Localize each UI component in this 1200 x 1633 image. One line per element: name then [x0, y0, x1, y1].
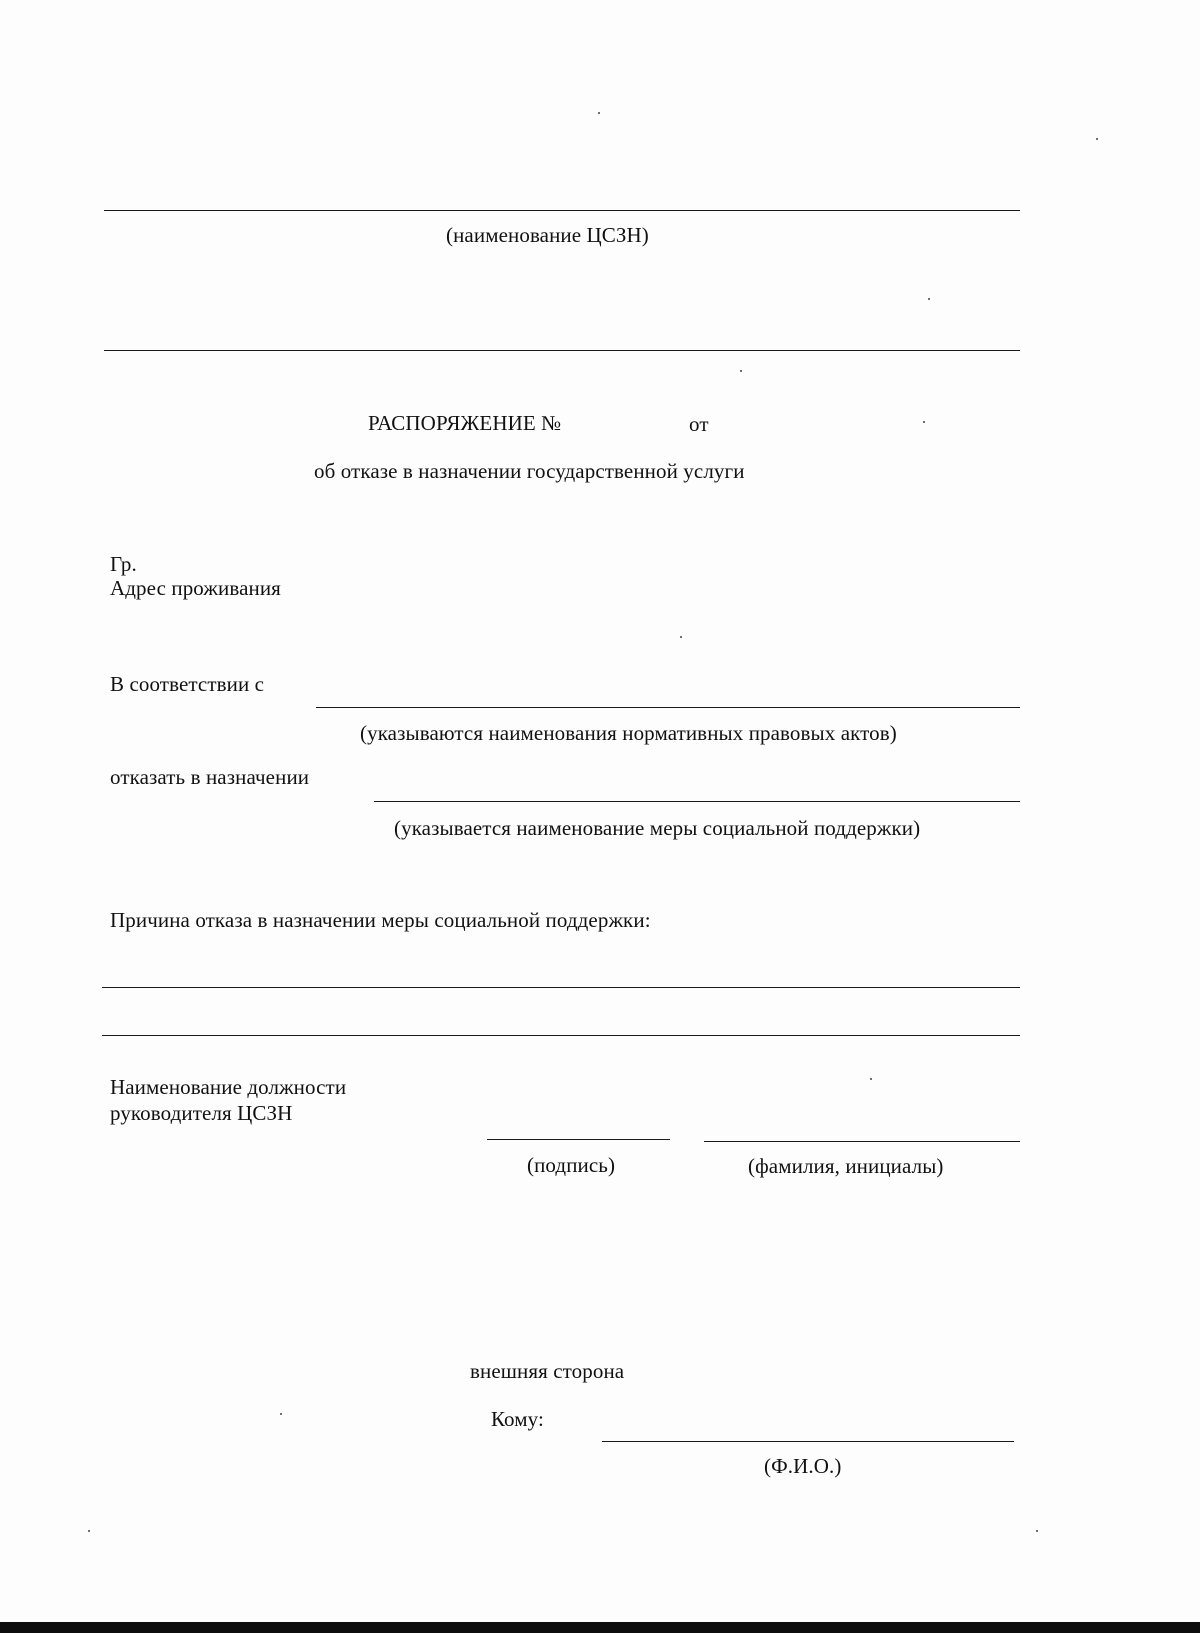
to-label: Кому:: [491, 1407, 544, 1431]
fio-caption: (Ф.И.О.): [764, 1454, 842, 1478]
scan-bottom-edge: [0, 1622, 1200, 1633]
refuse-label: отказать в назначении: [110, 765, 310, 789]
accordance-line: [316, 707, 1020, 708]
to-line: [602, 1441, 1014, 1442]
citizen-label: Гр.: [110, 552, 137, 576]
accordance-label: В соответствии с: [110, 672, 265, 696]
org-name-line: [104, 210, 1020, 211]
scan-speck: [740, 370, 742, 372]
position-label-line1: Наименование должности: [110, 1075, 347, 1099]
accordance-caption: (указываются наименования нормативных правовых актов): [360, 721, 897, 745]
scan-speck: [680, 636, 682, 638]
name-line: [704, 1141, 1020, 1142]
reason-label: Причина отказа в назначении меры социальной поддержки:: [110, 908, 651, 932]
name-caption: (фамилия, инициалы): [748, 1154, 944, 1178]
scan-speck: [1096, 138, 1098, 140]
scan-speck: [870, 1078, 872, 1080]
outer-side-label: внешняя сторона: [470, 1359, 625, 1383]
position-label-line2: руководителя ЦСЗН: [110, 1101, 293, 1125]
document-subtitle: об отказе в назначении государственной услуги: [314, 459, 745, 483]
document-title: РАСПОРЯЖЕНИЕ №: [368, 411, 562, 435]
scan-speck: [598, 112, 600, 114]
reason-line-1: [102, 987, 1020, 988]
refuse-caption: (указывается наименование меры социальной поддержки): [394, 816, 921, 840]
signature-caption: (подпись): [527, 1153, 616, 1177]
refuse-line: [374, 801, 1020, 802]
document-title-from: от: [689, 412, 709, 436]
reason-line-2: [102, 1035, 1020, 1036]
scan-speck: [923, 421, 925, 423]
scan-speck: [1036, 1530, 1038, 1532]
scan-speck: [88, 1530, 90, 1532]
scan-speck: [928, 298, 930, 300]
signature-line: [487, 1139, 670, 1140]
org-name-caption: (наименование ЦСЗН): [446, 223, 649, 247]
scan-speck: [280, 1413, 282, 1415]
address-label: Адрес проживания: [110, 576, 281, 600]
org-extra-line: [104, 350, 1020, 351]
